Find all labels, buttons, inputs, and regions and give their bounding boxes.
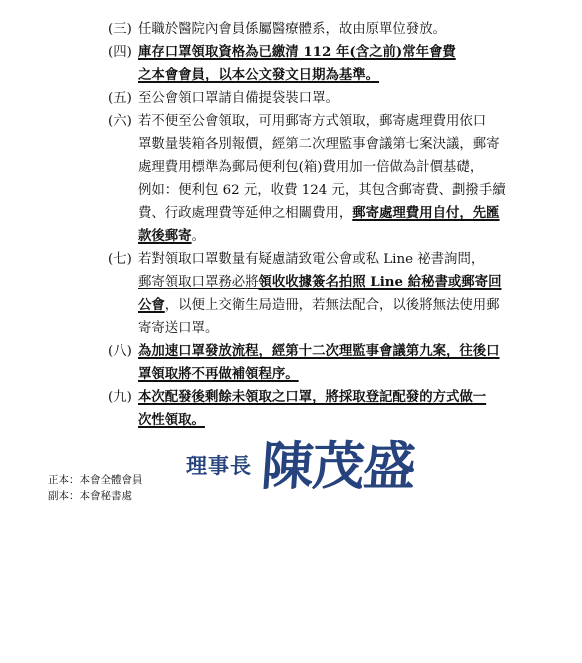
item-text <box>138 18 544 41</box>
body-text: 。 <box>191 229 205 244</box>
text-line <box>138 363 544 386</box>
text-line <box>138 386 544 409</box>
text-line <box>138 64 544 87</box>
emphasized-text: 罩領取將不再做補領程序。 <box>138 366 299 382</box>
list-item <box>108 110 544 248</box>
item-text <box>138 340 544 386</box>
text-line <box>138 110 544 133</box>
text-line <box>138 179 544 202</box>
item-text <box>138 110 544 248</box>
signature-name-seal: 陳茂盛 <box>259 436 417 497</box>
item-number: (八) <box>108 344 132 359</box>
item-number: (六) <box>108 114 132 129</box>
list-item <box>108 41 544 87</box>
emphasized-text: 庫存口罩領取資格為已繳清 112 年(含之前)常年會費 <box>138 44 456 60</box>
emphasized-text: 之本會會員，以本公文發文日期為基準。 <box>138 67 380 83</box>
item-text <box>138 41 544 87</box>
text-line <box>138 18 544 41</box>
text-line <box>138 340 544 363</box>
text-line <box>138 294 544 317</box>
item-number: (七) <box>108 252 132 267</box>
body-text: 罩數量裝箱各別報價，經第二次理監事會議第七案決議，郵寄 <box>138 137 500 152</box>
text-line <box>138 248 544 271</box>
item-text <box>138 87 544 110</box>
text-line <box>138 317 544 340</box>
body-text: 處理費用標準為郵局便利包(箱)費用加一倍做為計價基礎， <box>138 160 484 175</box>
signature-title: 理事長 <box>186 453 252 478</box>
text-line <box>138 41 544 64</box>
list-item <box>108 18 544 41</box>
original-recipient: 正本：本會全體會員 <box>48 474 143 486</box>
emphasized-text: 郵寄領取口罩務必將 <box>138 275 259 290</box>
body-text: 任職於醫院內會員係屬醫療體系，故由原單位發放。 <box>138 22 446 37</box>
body-text: 若不便至公會領取，可用郵寄方式領取，郵寄處理費用依口 <box>138 114 487 129</box>
body-text: ，以便上交衛生局造冊，若無法配合，以後將無法使用郵 <box>164 298 500 313</box>
list-item <box>108 87 544 110</box>
text-line <box>138 87 544 110</box>
emphasized-text: 本次配發後剩餘未領取之口罩，將採取登記配發的方式做一 <box>138 389 487 405</box>
item-number: (三) <box>108 22 132 37</box>
text-line <box>138 133 544 156</box>
body-text: 至公會領口罩請自備提袋裝口罩。 <box>138 91 339 106</box>
item-number: (九) <box>108 390 132 405</box>
text-line <box>138 225 544 248</box>
emphasized-text: 次性領取。 <box>138 412 205 428</box>
item-text <box>138 248 544 340</box>
list-item <box>108 248 544 340</box>
text-line <box>138 202 544 225</box>
emphasized-text: 公會 <box>138 297 165 313</box>
emphasized-text: 為加速口罩發放流程，經第十二次理監事會議第九案，往後口 <box>138 343 500 359</box>
list-item <box>108 340 544 386</box>
body-text: 例如：便利包 62 元，收費 124 元，其包含郵寄費、劃撥手續 <box>138 183 506 198</box>
copy-recipient: 副本：本會秘書處 <box>48 490 132 502</box>
text-line <box>138 156 544 179</box>
body-text: 寄寄送口罩。 <box>138 321 219 336</box>
body-text: 若對領取口罩數量有疑慮請致電公會或私 Line 祕書詢問， <box>138 252 485 267</box>
emphasized-text: 領收收據簽名拍照 Line 給秘書或郵寄回 <box>258 274 502 290</box>
item-number: (五) <box>108 91 132 106</box>
item-number: (四) <box>108 45 132 60</box>
emphasized-text: 郵寄處理費用自付，先匯 <box>352 205 500 221</box>
distribution-list <box>48 472 143 504</box>
text-line <box>138 271 544 294</box>
body-text: 費、行政處理費等延伸之相關費用， <box>138 206 353 221</box>
emphasized-text: 款後郵寄 <box>138 228 192 244</box>
